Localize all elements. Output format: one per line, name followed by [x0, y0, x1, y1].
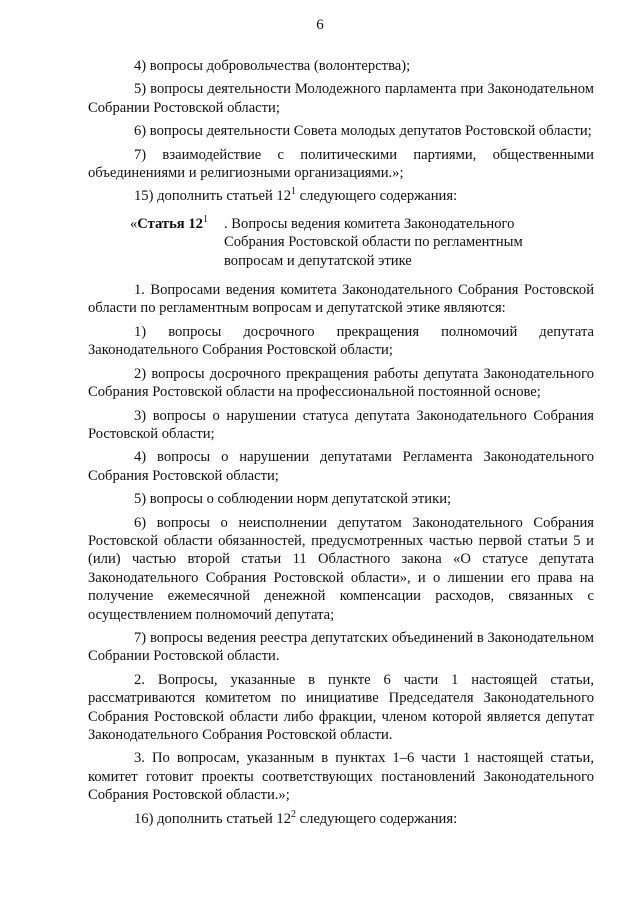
article-heading: [88, 215, 594, 270]
paragraph-text: 7) взаимодействие с политическими партиями, общественными объединениями и религиозными организациями.»;: [88, 146, 594, 182]
article-label: [88, 215, 224, 270]
paragraph-text: 5) вопросы о соблюдении норм депутатской этики;: [134, 491, 452, 508]
quote-open: «: [130, 215, 138, 232]
paragraph-text: 5) вопросы деятельности Молодежного парламента при Законодательном Собрании Ростовской области;: [88, 81, 594, 116]
paragraph: [88, 448, 594, 485]
paragraphs-before-article: [88, 57, 594, 206]
paragraph-text: 4) вопросы добровольчества (волонтерства);: [134, 58, 411, 74]
paragraph: [88, 671, 594, 745]
paragraph-text: 1. Вопросами ведения комитета Законодательного Собрания Ростовской области по регламентным вопросам и депутатской этике являются:: [88, 282, 594, 317]
page-number: 6: [316, 17, 324, 33]
paragraph: [88, 749, 594, 804]
paragraph-text: 16) дополнить статьей 12: [134, 810, 292, 827]
paragraph-text: 1) вопросы досрочного прекращения полномочий депутата Законодательного Собрания Ростовской области;: [88, 323, 594, 359]
paragraph-text: 3. По вопросам, указанным в пунктах 1–6 части 1 настоящей статьи, комитет готовит проекты соответствующих постановлений Законодательного Собрания Ростовской области.»;: [88, 750, 594, 804]
article-number: Статья 12: [137, 215, 203, 232]
paragraph-text: 6) вопросы о неисполнении депутатом Законодательного Собрания Ростовской области обязанностей, предусмотренных частью первой статьи 5 и (или) частью второй статьи 11 Областного закона «О статусе депутата Законодательного Собрания Ростовской области», и о лишении его права на получение ежемесячной денежной компенсации расходов, связанных с осуществлением полномочий депутата;: [88, 514, 594, 623]
paragraph-text: 3) вопросы о нарушении статуса депутата Законодательного Собрания Ростовской области;: [88, 407, 594, 442]
paragraph: [88, 187, 594, 205]
paragraph: [88, 810, 594, 828]
paragraph: [88, 80, 594, 117]
article-superscript: 1: [202, 213, 208, 225]
paragraph: [88, 365, 594, 402]
paragraph-text: 4) вопросы о нарушении депутатами Регламента Законодательного Собрания Ростовской области;: [88, 449, 594, 484]
paragraph: [88, 490, 594, 508]
paragraph-text: 2) вопросы досрочного прекращения работы депутата Законодательного Собрания Ростовской области на профессиональной постоянной основе;: [88, 365, 594, 401]
paragraph-text: 15) дополнить статьей 12: [134, 188, 292, 205]
paragraph-text-tail: следующего содержания:: [296, 810, 458, 827]
document-body: [88, 57, 594, 833]
paragraph: [88, 146, 594, 183]
paragraphs-after-article: [88, 281, 594, 828]
paragraph: [88, 514, 594, 624]
paragraph-text: 2. Вопросы, указанные в пункте 6 части 1 настоящей статьи, рассматриваются комитетом по инициативе Председателя Законодательного Собрания Ростовской области либо фракции, членом которой является депутат Законодательного Собрания Ростовской области.: [88, 671, 594, 743]
paragraph: [88, 407, 594, 444]
paragraph-text: 7) вопросы ведения реестра депутатских объединений в Законодательном Собрании Ростовской области.: [88, 629, 594, 665]
superscript: 2: [291, 808, 297, 820]
paragraph: [88, 57, 594, 75]
paragraph-text: 6) вопросы деятельности Совета молодых депутатов Ростовской области;: [134, 123, 592, 140]
paragraph: [88, 629, 594, 666]
superscript: 1: [291, 186, 297, 198]
paragraph: [88, 323, 594, 360]
paragraph-text-tail: следующего содержания:: [296, 188, 458, 205]
paragraph: [88, 281, 594, 318]
article-title: . Вопросы ведения комитета Законодательного Собрания Ростовской области по регламентным вопросам и депутатской этике: [224, 215, 523, 269]
paragraph: [88, 122, 594, 140]
